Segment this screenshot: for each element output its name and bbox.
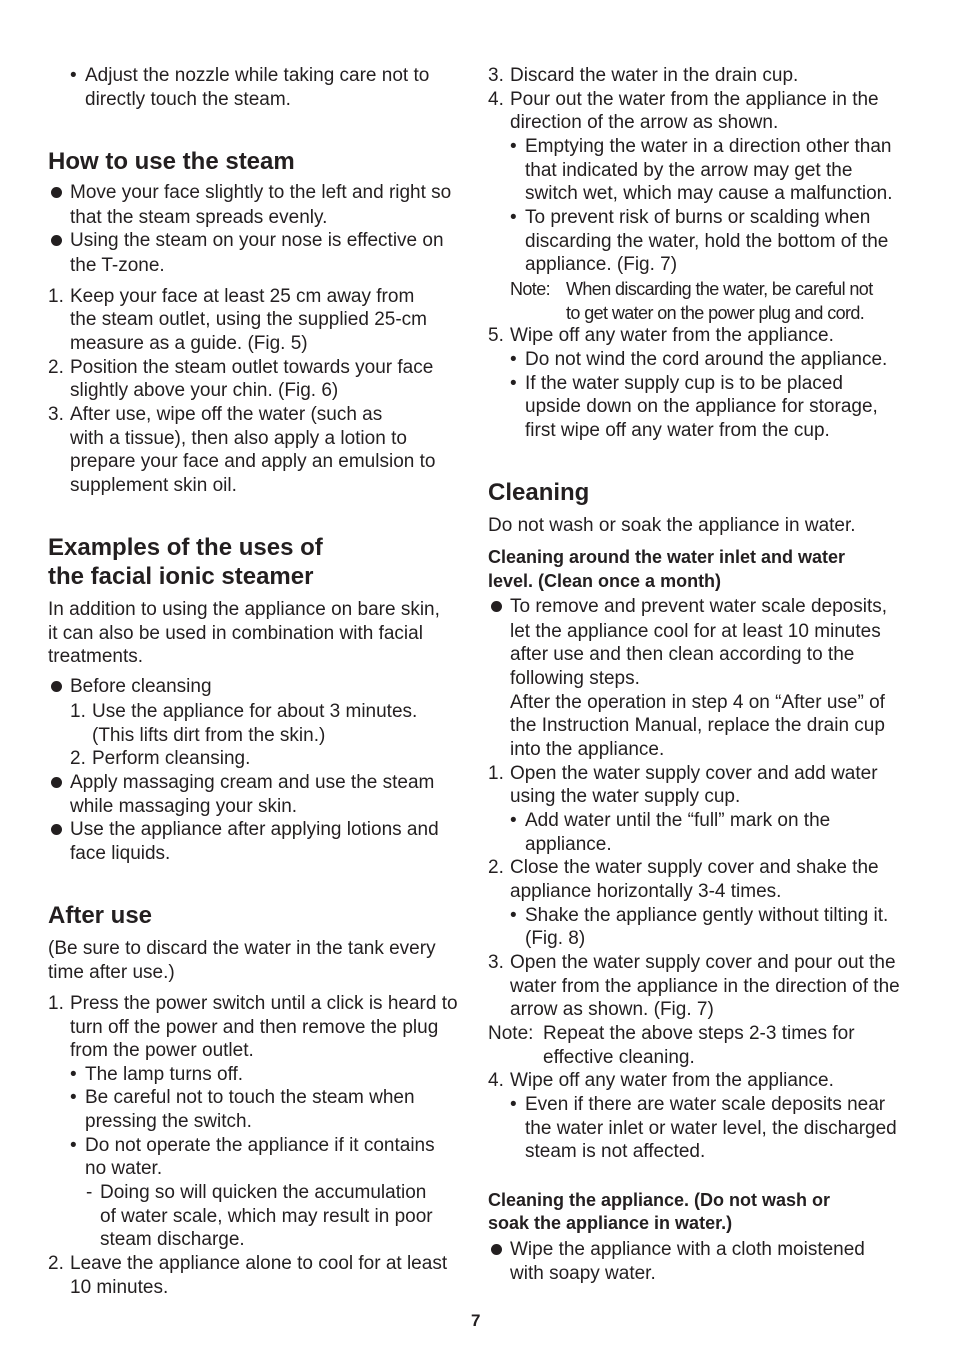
text-line: turn off the power and then remove the plug xyxy=(70,1017,439,1038)
text-line: Adjust the nozzle while taking care not to xyxy=(85,65,430,86)
text-line: Be careful not to touch the steam when xyxy=(85,1087,415,1108)
text-line: Discard the water in the drain cup. xyxy=(510,65,799,86)
text-line: (Be sure to discard the water in the tank every xyxy=(48,938,436,959)
text-line: discarding the water, hold the bottom of the xyxy=(525,231,889,252)
step-number: 4. xyxy=(488,89,504,110)
text-line: Do not wash or soak the appliance in water. xyxy=(488,515,856,536)
text-line: into the appliance. xyxy=(510,739,665,760)
bullet-marker: • xyxy=(510,373,517,394)
step-number: 2. xyxy=(488,857,504,878)
bullet-dot xyxy=(51,681,62,692)
text-line: after use and then clean according to the xyxy=(510,644,855,665)
text-line: appliance. (Fig. 7) xyxy=(525,254,678,275)
text-line: steam is not affected. xyxy=(525,1141,706,1162)
note-text: Repeat the above steps 2-3 times for xyxy=(543,1023,855,1044)
text-line: it can also be used in combination with facial xyxy=(48,623,423,644)
bullet-marker: • xyxy=(510,136,517,157)
step-number: 3. xyxy=(48,404,64,425)
text-line: Close the water supply cover and shake the xyxy=(510,857,879,878)
note-text: to get water on the power plug and cord. xyxy=(566,303,865,323)
bullet-marker: • xyxy=(70,1064,77,1085)
text-line: Press the power switch until a click is heard to xyxy=(70,993,458,1014)
text-line: The lamp turns off. xyxy=(85,1064,244,1085)
section-heading-steam: How to use the steam xyxy=(48,148,295,175)
bullet-dot xyxy=(491,601,502,612)
bullet-marker: • xyxy=(70,1135,77,1156)
text-line: first wipe off any water from the cup. xyxy=(525,420,830,441)
page-number: 7 xyxy=(471,1311,481,1330)
section-heading-examples: Examples of the uses of xyxy=(48,534,323,561)
bullet-marker: • xyxy=(510,207,517,228)
bullet-marker: • xyxy=(510,1094,517,1115)
text-line: the Instruction Manual, replace the drain cup xyxy=(510,715,885,736)
text-line: Wipe off any water from the appliance. xyxy=(510,325,834,346)
dash-marker: - xyxy=(86,1182,93,1203)
text-line: switch wet, which may cause a malfunction. xyxy=(525,183,893,204)
text-line: Apply massaging cream and use the steam xyxy=(70,772,435,793)
text-line: supplement skin oil. xyxy=(70,475,237,496)
text-line: To prevent risk of burns or scalding when xyxy=(525,207,871,228)
step-number: 5. xyxy=(488,325,504,346)
text-line: steam discharge. xyxy=(100,1229,245,1250)
text-line: upside down on the appliance for storage, xyxy=(525,396,878,417)
bullet-marker: • xyxy=(70,1087,77,1108)
text-line: of water scale, which may result in poor xyxy=(100,1206,433,1227)
text-line: Perform cleansing. xyxy=(92,748,251,769)
text-line: appliance horizontally 3-4 times. xyxy=(510,881,782,902)
section-heading-cleaning: Cleaning xyxy=(488,479,590,506)
text-line: while massaging your skin. xyxy=(70,796,298,817)
text-line: slightly above your chin. (Fig. 6) xyxy=(70,380,339,401)
text-line: Open the water supply cover and add water xyxy=(510,763,878,784)
bullet-marker: • xyxy=(510,349,517,370)
bullet-marker: • xyxy=(510,810,517,831)
text-line: Add water until the “full” mark on the xyxy=(525,810,831,831)
text-line: Leave the appliance alone to cool for at least xyxy=(70,1253,448,1274)
text-line: To remove and prevent water scale deposits, xyxy=(510,596,888,617)
text-line: time after use.) xyxy=(48,962,175,983)
step-number: 1. xyxy=(48,286,64,307)
bullet-dot xyxy=(51,235,62,246)
text-line: that the steam spreads evenly. xyxy=(70,207,328,228)
bullet-marker: • xyxy=(70,65,77,86)
text-line: with a tissue), then also apply a lotion to xyxy=(70,428,407,449)
text-line: from the power outlet. xyxy=(70,1040,254,1061)
text-line: (Fig. 8) xyxy=(525,928,586,949)
step-number: 3. xyxy=(488,65,504,86)
text-line: After use, wipe off the water (such as xyxy=(70,404,383,425)
text-line: following steps. xyxy=(510,668,640,689)
text-line: Doing so will quicken the accumulation xyxy=(100,1182,427,1203)
bullet-dot xyxy=(51,777,62,788)
bullet-dot xyxy=(51,187,62,198)
text-line: Do not operate the appliance if it contains xyxy=(85,1135,435,1156)
note-label: Note: xyxy=(488,1023,534,1044)
section-heading-after-use: After use xyxy=(48,902,153,929)
text-line: with soapy water. xyxy=(510,1263,656,1284)
text-line: Do not wind the cord around the appliance. xyxy=(525,349,888,370)
text-line: no water. xyxy=(85,1158,163,1179)
text-line: the T-zone. xyxy=(70,255,165,276)
text-line: Even if there are water scale deposits near xyxy=(525,1094,886,1115)
subheading-water-inlet-2: level. (Clean once a month) xyxy=(488,571,722,591)
step-number: 2. xyxy=(48,1253,64,1274)
text-line: directly touch the steam. xyxy=(85,89,291,110)
text-line: Use the appliance for about 3 minutes. xyxy=(92,701,418,722)
text-line: Before cleansing xyxy=(70,676,212,697)
text-line: After the operation in step 4 on “After use” of xyxy=(510,692,885,713)
subheading-water-inlet: Cleaning around the water inlet and water xyxy=(488,547,846,567)
text-line: Emptying the water in a direction other than xyxy=(525,136,892,157)
text-line: Wipe off any water from the appliance. xyxy=(510,1070,834,1091)
bullet-dot xyxy=(491,1244,502,1255)
text-line: Use the appliance after applying lotions and xyxy=(70,819,439,840)
text-line: face liquids. xyxy=(70,843,171,864)
text-line: let the appliance cool for at least 10 minutes xyxy=(510,621,881,642)
text-line: appliance. xyxy=(525,834,612,855)
text-line: Keep your face at least 25 cm away from xyxy=(70,286,415,307)
text-line: water from the appliance in the direction of the xyxy=(510,976,900,997)
text-line: the water inlet or water level, the discharged xyxy=(525,1118,897,1139)
step-number: 2. xyxy=(70,748,86,769)
text-line: using the water supply cup. xyxy=(510,786,741,807)
step-number: 1. xyxy=(488,763,504,784)
note-label: Note: xyxy=(510,279,551,299)
step-number: 3. xyxy=(488,952,504,973)
text-line: prepare your face and apply an emulsion to xyxy=(70,451,436,472)
step-number: 1. xyxy=(48,993,64,1014)
text-line: measure as a guide. (Fig. 5) xyxy=(70,333,308,354)
text-line: arrow as shown. (Fig. 7) xyxy=(510,999,714,1020)
text-line: Wipe the appliance with a cloth moistened xyxy=(510,1239,865,1260)
text-line: treatments. xyxy=(48,646,144,667)
text-line: In addition to using the appliance on bare skin, xyxy=(48,599,440,620)
text-line: pressing the switch. xyxy=(85,1111,252,1132)
note-text: When discarding the water, be careful not xyxy=(566,279,873,299)
bullet-marker: • xyxy=(510,905,517,926)
text-line: (This lifts dirt from the skin.) xyxy=(92,725,326,746)
bullet-dot xyxy=(51,824,62,835)
text-line: direction of the arrow as shown. xyxy=(510,112,779,133)
text-line: If the water supply cup is to be placed xyxy=(525,373,843,394)
subheading-cleaning-appliance: Cleaning the appliance. (Do not wash or xyxy=(488,1190,831,1210)
text-line: that indicated by the arrow may get the xyxy=(525,160,853,181)
note-text: effective cleaning. xyxy=(543,1047,695,1068)
text-line: Move your face slightly to the left and right so xyxy=(70,182,452,203)
text-line: Open the water supply cover and pour out the xyxy=(510,952,896,973)
step-number: 1. xyxy=(70,701,86,722)
text-line: Pour out the water from the appliance in the xyxy=(510,89,879,110)
text-line: 10 minutes. xyxy=(70,1277,169,1298)
text-line: Using the steam on your nose is effective on xyxy=(70,230,444,251)
text-line: Position the steam outlet towards your face xyxy=(70,357,434,378)
subheading-cleaning-appliance-2: soak the appliance in water.) xyxy=(488,1213,733,1233)
step-number: 4. xyxy=(488,1070,504,1091)
step-number: 2. xyxy=(48,357,64,378)
text-line: Shake the appliance gently without tilting it. xyxy=(525,905,889,926)
section-heading-examples-2: the facial ionic steamer xyxy=(48,563,314,590)
text-line: the steam outlet, using the supplied 25-cm xyxy=(70,309,427,330)
